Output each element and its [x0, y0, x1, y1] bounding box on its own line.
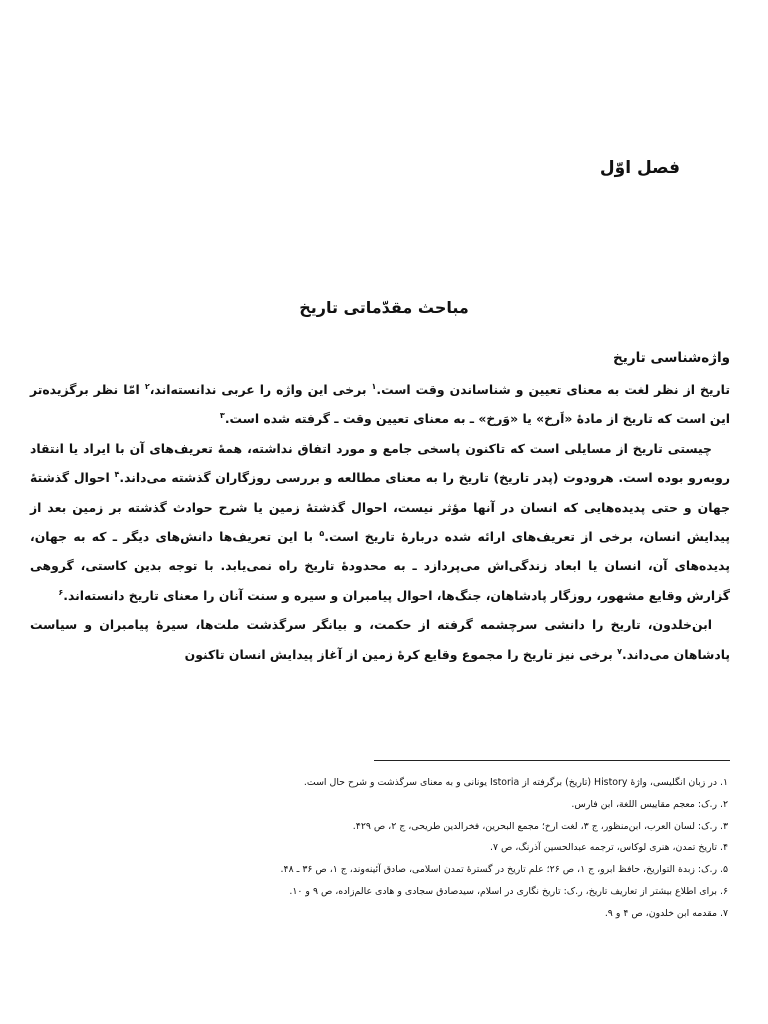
footnote-item: ۶. برای اطلاع بیشتر از تعاریف تاریخ، ر.ک: تاریخ نگاری در اسلام، سیدصادق سجادی و هادی عالم‌زاده، ص ۹ و ۱۰.	[289, 885, 728, 897]
paragraph-text: امّا نظر برگزیده‌تر این است که تاریخ از مادهٔ «اَرخ» یا «وَرخ» ـ به معنای تعیین وقت ـ گرفته شده است.	[30, 382, 730, 427]
subheading-etymology: واژه‌شناسی تاریخ	[613, 350, 730, 366]
section-title: مباحث مقدّماتی تاریخ	[299, 298, 469, 317]
footnote-marker: ۴	[114, 470, 120, 480]
paragraph-text: ابن‌خلدون، تاریخ را دانشی سرچشمه گرفته از حکمت، و بیانگر سرگذشت ملت‌ها، سیرهٔ پیامبران و سیاست پادشاهان می‌داند.	[30, 617, 730, 662]
body-text	[30, 345, 730, 669]
footnote-item: ۳. ر.ک: لسان العرب، ابن‌منظور، ج ۳، لغت ارخ؛ مجمع البحرین، فخرالدین طریحی، ج ۲، ص ۴۲۹.	[352, 820, 728, 832]
footnote-marker: ۱	[371, 381, 377, 391]
footnote-item: ۴. تاریخ تمدن، هنری لوکاس، ترجمه عبدالحسین آذرنگ، ص ۷.	[489, 842, 728, 854]
paragraph-text: با این تعریف‌ها دانش‌های دیگر ـ که به جهان، پدیده‌های آن، انسان یا ابعاد زندگی‌اش می‌پردازد ـ به محدودهٔ تاریخ راه نمی‌یابد. با توجه بدین کاستی، گروهی گزارش وقایع مشهور، روزگار پادشاهان، جنگ‌ها، احوال پیامبران و سیره و سنت آنان را معنای تاریخ دانسته‌اند.	[30, 529, 730, 603]
footnote-marker: ۲	[144, 381, 150, 391]
paragraph-text: تاریخ از نظر لغت به معنای تعیین و شناساندن وقت است.	[376, 382, 730, 397]
footnote-item: ۱. در زبان انگلیسی، واژهٔ History (تاریخ) برگرفته از Istoria یونانی و به معنای سرگذشت و شرح حال است.	[303, 777, 728, 788]
footnote-marker: ۵	[319, 528, 325, 538]
paragraph-text: برخی این واژه را عربی ندانسته‌اند،	[149, 382, 372, 397]
footnote-item: ۷. مقدمه ابن خلدون، ص ۴ و ۹.	[604, 907, 728, 919]
paragraph-etymology	[30, 375, 730, 434]
footnote-marker: ۷	[617, 646, 623, 656]
footnotes-list	[28, 772, 728, 925]
footnote-item: ۵. ر.ک: زبدة التواریخ، حافظ ابرو، ج ۱، ص ۲۶؛ علم تاریخ در گسترهٔ تمدن اسلامی، صادق آئینه‌وند، ج ۱، ص ۳۶ ـ ۴۸.	[280, 864, 728, 876]
footnote-marker: ۳	[219, 411, 225, 421]
paragraph-text: برخی نیز تاریخ را مجموع وقایع کرهٔ زمین از آغاز پیدایش انسان تاکنون	[184, 646, 618, 662]
paragraph-ibn-khaldun	[30, 610, 730, 669]
footnote-divider	[374, 760, 730, 761]
paragraph-text: چیستی تاریخ از مسایلی است که تاکنون پاسخی جامع و مورد اتفاق نداشته، همهٔ تعریف‌های آن با ایراد یا انتقاد روبه‌رو بوده است. هرودوت (پدر تاریخ) تاریخ را به معنای مطالعه و بررسی روزگاران گذشته می‌داند.	[30, 440, 730, 486]
paragraph-text: احوال گذشتهٔ جهان و حتی پدیده‌هایی که انسان در آنها مؤثر نیست، احوال گذشتهٔ زمین یا شرح حوادث گذشته بر زمین بعد از پیدایش انسان، برخی از تعریف‌های ارائه شده دربارهٔ تاریخ است.	[30, 470, 731, 545]
chapter-title: فصل اوّل	[599, 158, 680, 178]
footnote-marker: ۶	[58, 587, 64, 597]
footnote-item: ۲. ر.ک: معجم مقاییس اللغة، ابن فارس.	[571, 798, 728, 810]
paragraph-definitions	[30, 434, 730, 610]
